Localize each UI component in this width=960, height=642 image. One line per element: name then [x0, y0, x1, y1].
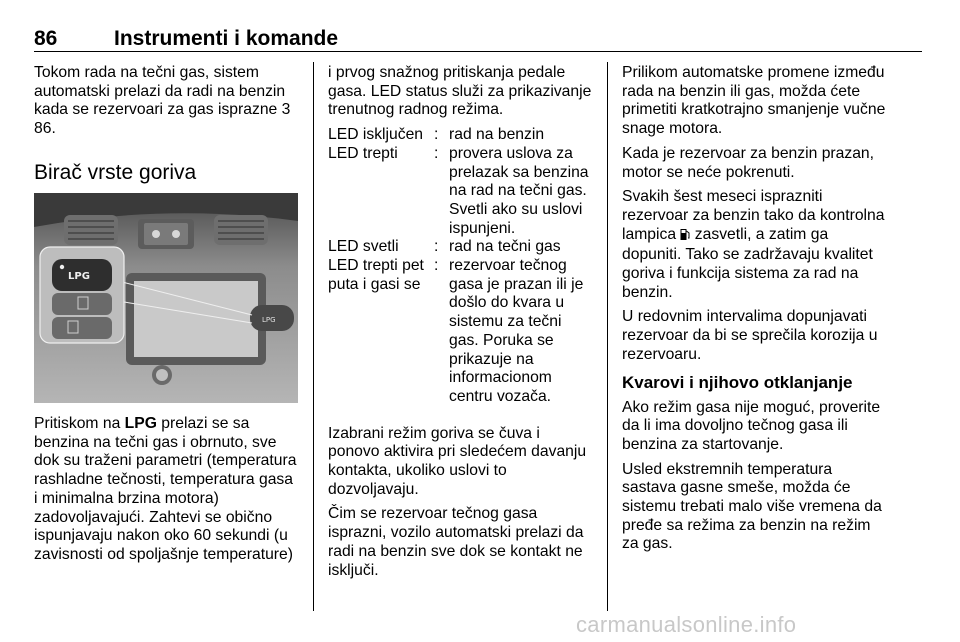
led-term: LED isključen — [328, 126, 424, 144]
watermark: carmanualsonline.info — [576, 612, 797, 637]
paragraph: Čim se rezervoar tečnog gasa isprazni, vozilo automatski prelazi da radi na benzin sve dok se kontakt ne isključi. — [328, 505, 584, 579]
page-title: Instrumenti i komande — [114, 27, 339, 50]
column-3 — [622, 64, 888, 560]
lpg-switch-figure — [34, 193, 298, 403]
lpg-button-label: LPG — [68, 271, 90, 282]
page-number: 86 — [34, 27, 58, 50]
lpg-label: LPG — [124, 415, 157, 432]
section-title: Birač vrste goriva — [34, 160, 197, 184]
led-description: rad na benzin — [449, 126, 545, 144]
paragraph: Ako režim gasa nije moguć, proverite da li ima dovoljno tečnog gasa ili benzina za startovanje. — [622, 398, 881, 453]
svg-text:LPG: LPG — [262, 316, 276, 324]
led-status-row — [328, 238, 594, 257]
paragraph: U redovnim intervalima dopunjavati rezervoar da bi se sprečila korozija u rezervoaru. — [622, 308, 878, 363]
led-description: rezervoar tečnog gasa je prazan ili je došlo do kvara u sistemu za tečni gas. Poruka se prikazuje na informacionom centru vozača. — [449, 257, 584, 405]
led-status-list — [328, 126, 594, 407]
column-divider-1 — [313, 62, 314, 611]
header-rule — [34, 51, 922, 52]
led-status-row — [328, 257, 594, 407]
colon: : — [434, 257, 439, 275]
column-1 — [34, 64, 300, 185]
colon: : — [434, 144, 439, 162]
colon: : — [434, 238, 439, 256]
led-status-row — [328, 145, 594, 239]
column-2 — [328, 64, 594, 586]
colon: : — [434, 126, 439, 144]
column-1-bottom — [34, 415, 300, 571]
paragraph: Izabrani režim goriva se čuva i ponovo aktivira pri sledećem davanju kontakta, ukoliko uslovi to dozvoljavaju. — [328, 424, 587, 498]
column-divider-2 — [607, 62, 608, 611]
text: Svakih šest meseci isprazniti rezervoar za benzin tako da kontrolna lampica — [622, 188, 885, 243]
led-description: provera uslova za prelazak sa benzina na rad na tečni gas. Svetli ako su uslovi ispunjeni. — [449, 144, 589, 237]
paragraph: Prilikom automatske promene između rada na benzin ili gas, možda ćete primetiti kratkotrajno smanjenje vučne snage motora. — [622, 64, 886, 138]
led-term: LED svetli — [328, 238, 399, 256]
led-status-row — [328, 126, 594, 145]
paragraph — [34, 64, 300, 139]
page-header — [34, 27, 924, 53]
paragraph — [34, 415, 300, 565]
led-term: LED trepti pet puta i gasi se — [328, 257, 424, 293]
fuel-pump-icon — [680, 228, 690, 247]
subsection-title: Kvarovi i njihovo otklanjanje — [622, 372, 853, 392]
led-description: rad na tečni gas — [449, 238, 561, 256]
text: zasvetli, a zatim ga dopuniti. Tako se zadržavaju kvalitet goriva i funkcija sistema za rad na benzin. — [622, 225, 873, 301]
page-reference-link[interactable]: 3 86. — [34, 101, 291, 138]
paragraph: Kada je rezervoar za benzin prazan, motor se neće pokrenuti. — [622, 144, 875, 181]
paragraph-text: Tokom rada na tečni gas, sistem automatski prelazi da radi na benzin kada se rezervoari za gas isprazne — [34, 64, 286, 119]
paragraph: i prvog snažnog pritiskanja pedale gasa. LED status služi za prikazivanje trenutnog radnog režima. — [328, 64, 592, 119]
text: prelazi se sa benzina na tečni gas i obrnuto, sve dok su traženi parametri (temperatura rashladne tečnosti, temperatura gasa i minimalna brzina motora) zadovoljavajući. Zahtevi se obično ispunjavaju nakon oko 60 sekundi (u zavisnosti od spoljašnje temperature) — [34, 415, 297, 563]
led-term: LED trepti — [328, 144, 398, 162]
text: Pritiskom na — [34, 415, 125, 432]
paragraph: Usled ekstremnih temperatura sastava gasne smeše, možda će sistemu trebati malo više vremena da pređe sa režima za benzin na režim za gas. — [622, 460, 882, 553]
paragraph — [622, 188, 888, 302]
